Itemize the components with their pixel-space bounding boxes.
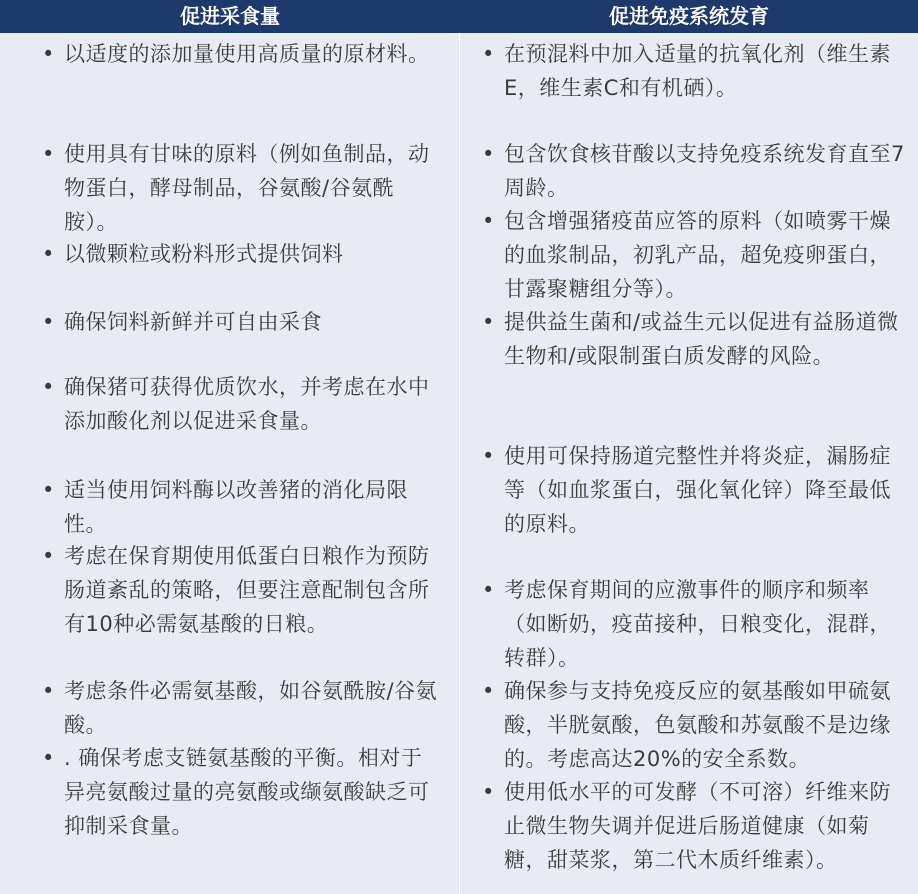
list-item-text: 以适度的添加量使用高质量的原材料。	[64, 42, 430, 66]
bullet-icon: •	[42, 544, 55, 568]
column-divider	[459, 33, 460, 894]
bullet-icon: •	[482, 578, 495, 602]
list-item	[482, 204, 912, 306]
list-item	[42, 370, 442, 438]
list-item	[42, 37, 442, 71]
bullet-icon: •	[42, 42, 55, 66]
bullet-icon: •	[482, 142, 495, 166]
list-item-text: 包含增强猪疫苗应答的原料（如喷雾干燥的血浆制品，初乳产品，超免疫卵蛋白，甘露聚糖组分等）。	[504, 209, 891, 301]
bullet-icon: •	[482, 310, 495, 334]
list-item	[42, 473, 442, 541]
list-item	[482, 775, 912, 877]
bullet-icon: •	[42, 375, 55, 399]
list-item	[42, 237, 442, 271]
list-item-text: 以微颗粒或粉料形式提供饲料	[64, 242, 344, 266]
bullet-icon: •	[42, 746, 55, 770]
bullet-icon: •	[482, 679, 495, 703]
list-item	[42, 305, 442, 339]
list-item	[482, 573, 912, 675]
bullet-icon: •	[42, 242, 55, 266]
bullet-icon: •	[482, 444, 495, 468]
list-item-text: 确保猪可获得优质饮水，并考虑在水中添加酸化剂以促进采食量。	[64, 375, 430, 433]
list-item	[42, 674, 442, 742]
list-item	[42, 741, 442, 843]
list-item-text: 使用具有甘味的原料（例如鱼制品，动物蛋白，酵母制品，谷氨酸/谷氨酰胺）。	[64, 142, 430, 234]
bullet-icon: •	[42, 478, 55, 502]
list-item	[482, 305, 912, 373]
list-item	[482, 137, 912, 205]
bullet-icon: •	[482, 42, 495, 66]
list-item	[482, 37, 912, 105]
list-item-text: 适当使用饲料酶以改善猪的消化局限性。	[64, 478, 408, 536]
list-item-text: 考虑条件必需氨基酸，如谷氨酰胺/谷氨酸。	[64, 679, 438, 737]
list-item-text: 包含饮食核苷酸以支持免疫系统发育直至7周龄。	[504, 142, 905, 200]
header-feed-intake: 促进采食量	[180, 4, 280, 28]
list-item	[42, 539, 442, 641]
list-item-text: 确保参与支持免疫反应的氨基酸如甲硫氨酸，半胱氨酸，色氨酸和苏氨酸不是边缘的。考虑高达20%的安全系数。	[504, 679, 891, 771]
list-item-text: 考虑在保育期使用低蛋白日粮作为预防肠道紊乱的策略，但要注意配制包含所有10种必需氨基酸的日粮。	[64, 544, 430, 636]
table-header	[0, 0, 918, 33]
list-item-text: 提供益生菌和/或益生元以促进有益肠道微生物和/或限制蛋白质发酵的风险。	[504, 310, 899, 368]
bullet-icon: •	[482, 780, 495, 804]
bullet-icon: •	[482, 209, 495, 233]
list-item-text: 使用低水平的可发酵（不可溶）纤维来防止微生物失调并促进后肠道健康（如菊糖，甜菜浆，第二代木质纤维素）。	[504, 780, 891, 872]
header-immune-development: 促进免疫系统发育	[609, 4, 769, 28]
list-item	[482, 674, 912, 776]
list-item	[482, 439, 912, 541]
bullet-icon: •	[42, 142, 55, 166]
list-item-text: . 确保考虑支链氨基酸的平衡。相对于异亮氨酸过量的亮氨酸或缬氨酸缺乏可抑制采食量。	[64, 746, 430, 838]
list-item	[42, 137, 442, 239]
list-item-text: 在预混料中加入适量的抗氧化剂（维生素E，维生素C和有机硒）。	[504, 42, 891, 100]
list-item-text: 考虑保育期间的应激事件的顺序和频率（如断奶，疫苗接种，日粮变化，混群，转群）。	[504, 578, 891, 670]
list-item-text: 使用可保持肠道完整性并将炎症，漏肠症等（如血浆蛋白，强化氧化锌）降至最低的原料。	[504, 444, 891, 536]
bullet-icon: •	[42, 310, 55, 334]
list-item-text: 确保饲料新鲜并可自由采食	[64, 310, 322, 334]
bullet-icon: •	[42, 679, 55, 703]
